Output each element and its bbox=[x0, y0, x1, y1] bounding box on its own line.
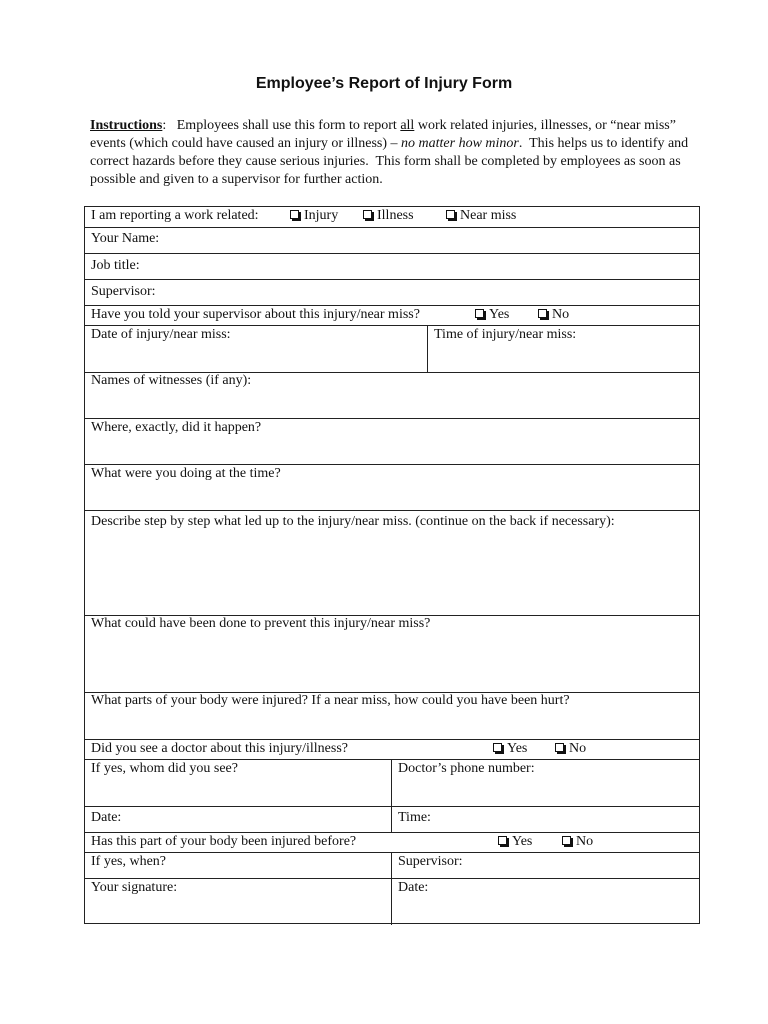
doctor-yes-label: Yes bbox=[507, 741, 528, 756]
doctor-date-time-row bbox=[85, 806, 699, 832]
doctor-yes-checkbox[interactable] bbox=[493, 743, 502, 752]
supervisor2-label: Supervisor: bbox=[398, 854, 463, 869]
illness-option[interactable] bbox=[363, 208, 414, 224]
injured-before-yes[interactable] bbox=[498, 834, 532, 850]
body-parts-row[interactable] bbox=[85, 692, 699, 739]
injury-option[interactable] bbox=[290, 208, 338, 224]
illness-option-label: Illness bbox=[377, 208, 414, 223]
job-title-row[interactable] bbox=[85, 253, 699, 279]
injured-before-no[interactable] bbox=[562, 834, 593, 850]
instructions-paragraph bbox=[90, 117, 690, 189]
signature-row bbox=[85, 878, 699, 925]
instructions-text-3: . This helps us to identify and correct hazards before they cause serious injuries. This form shall be completed by employees as soon as possible and given to a supervisor for further action. bbox=[90, 136, 692, 187]
near-miss-checkbox[interactable] bbox=[446, 210, 455, 219]
injury-time-label: Time of injury/near miss: bbox=[434, 327, 577, 342]
instructions-text-2: work related injuries, illnesses, or “near miss” events (which could have caused an injury or illness) – bbox=[90, 118, 680, 151]
doctor-date-cell[interactable] bbox=[85, 807, 391, 832]
when-supervisor-row bbox=[85, 852, 699, 878]
injured-before-label: Has this part of your body been injured before? bbox=[91, 834, 357, 849]
name-row[interactable] bbox=[85, 227, 699, 253]
whom-label: If yes, whom did you see? bbox=[91, 761, 238, 776]
doctor-details-row bbox=[85, 759, 699, 806]
doctor-label: Did you see a doctor about this injury/illness? bbox=[91, 741, 349, 756]
told-supervisor-yes-checkbox[interactable] bbox=[475, 309, 484, 318]
signature-label: Your signature: bbox=[91, 880, 178, 895]
job-title-label: Job title: bbox=[91, 258, 140, 273]
describe-row[interactable] bbox=[85, 510, 699, 615]
describe-label: Describe step by step what led up to the injury/near miss. (continue on the back if necessary): bbox=[91, 514, 615, 529]
told-supervisor-no[interactable] bbox=[538, 307, 569, 323]
doctor-time-label: Time: bbox=[398, 810, 431, 825]
signature-date-label: Date: bbox=[398, 880, 429, 895]
instructions-text-1: Employees shall use this form to report bbox=[166, 118, 401, 133]
when-cell[interactable] bbox=[85, 853, 391, 878]
told-supervisor-yes[interactable] bbox=[475, 307, 509, 323]
doctor-date-label: Date: bbox=[91, 810, 122, 825]
supervisor2-cell[interactable] bbox=[391, 853, 701, 878]
name-label: Your Name: bbox=[91, 231, 160, 246]
instructions-colon: : bbox=[162, 118, 167, 133]
doctor-yes[interactable] bbox=[493, 741, 527, 757]
injury-date-label: Date of injury/near miss: bbox=[91, 327, 231, 342]
told-supervisor-yes-label: Yes bbox=[489, 307, 510, 322]
injured-before-yes-label: Yes bbox=[512, 834, 533, 849]
doctor-time-cell[interactable] bbox=[391, 807, 701, 832]
told-supervisor-row bbox=[85, 305, 699, 325]
prevent-row[interactable] bbox=[85, 615, 699, 692]
supervisor-row[interactable] bbox=[85, 279, 699, 305]
doctor-phone-label: Doctor’s phone number: bbox=[398, 761, 535, 776]
signature-date-cell[interactable] bbox=[391, 879, 701, 925]
near-miss-option[interactable] bbox=[446, 208, 516, 224]
injury-time-cell[interactable] bbox=[427, 326, 701, 372]
supervisor-label: Supervisor: bbox=[91, 284, 156, 299]
told-supervisor-no-checkbox[interactable] bbox=[538, 309, 547, 318]
where-row[interactable] bbox=[85, 418, 699, 464]
instructions-italic: no matter how minor bbox=[401, 136, 519, 151]
doing-row[interactable] bbox=[85, 464, 699, 510]
doctor-no-label: No bbox=[569, 741, 587, 756]
injured-before-yes-checkbox[interactable] bbox=[498, 836, 507, 845]
injured-before-no-checkbox[interactable] bbox=[562, 836, 571, 845]
signature-cell[interactable] bbox=[85, 879, 391, 925]
witnesses-row[interactable] bbox=[85, 372, 699, 418]
prevent-label: What could have been done to prevent this injury/near miss? bbox=[91, 616, 431, 631]
injury-checkbox[interactable] bbox=[290, 210, 299, 219]
injured-before-row bbox=[85, 832, 699, 852]
injury-form-table bbox=[84, 206, 700, 924]
injury-option-label: Injury bbox=[304, 208, 339, 223]
where-label: Where, exactly, did it happen? bbox=[91, 420, 262, 435]
doctor-row bbox=[85, 739, 699, 759]
instructions-label: Instructions bbox=[90, 118, 163, 133]
near-miss-option-label: Near miss bbox=[460, 208, 517, 223]
doctor-phone-cell[interactable] bbox=[391, 760, 701, 806]
body-parts-label: What parts of your body were injured? If a near miss, how could you have been hurt? bbox=[91, 693, 570, 708]
doctor-no-checkbox[interactable] bbox=[555, 743, 564, 752]
instructions-underlined-all: all bbox=[400, 118, 415, 133]
date-time-row bbox=[85, 325, 699, 372]
doctor-no[interactable] bbox=[555, 741, 586, 757]
whom-cell[interactable] bbox=[85, 760, 391, 806]
injury-date-cell[interactable] bbox=[85, 326, 427, 372]
witnesses-label: Names of witnesses (if any): bbox=[91, 373, 252, 388]
injured-before-no-label: No bbox=[576, 834, 594, 849]
told-supervisor-label: Have you told your supervisor about this injury/near miss? bbox=[91, 307, 420, 322]
reporting-type-label: I am reporting a work related: bbox=[91, 208, 259, 223]
told-supervisor-no-label: No bbox=[552, 307, 570, 322]
reporting-type-row bbox=[85, 207, 699, 227]
doing-label: What were you doing at the time? bbox=[91, 466, 281, 481]
when-label: If yes, when? bbox=[91, 854, 167, 869]
page-title: Employee’s Report of Injury Form bbox=[255, 75, 513, 92]
illness-checkbox[interactable] bbox=[363, 210, 372, 219]
